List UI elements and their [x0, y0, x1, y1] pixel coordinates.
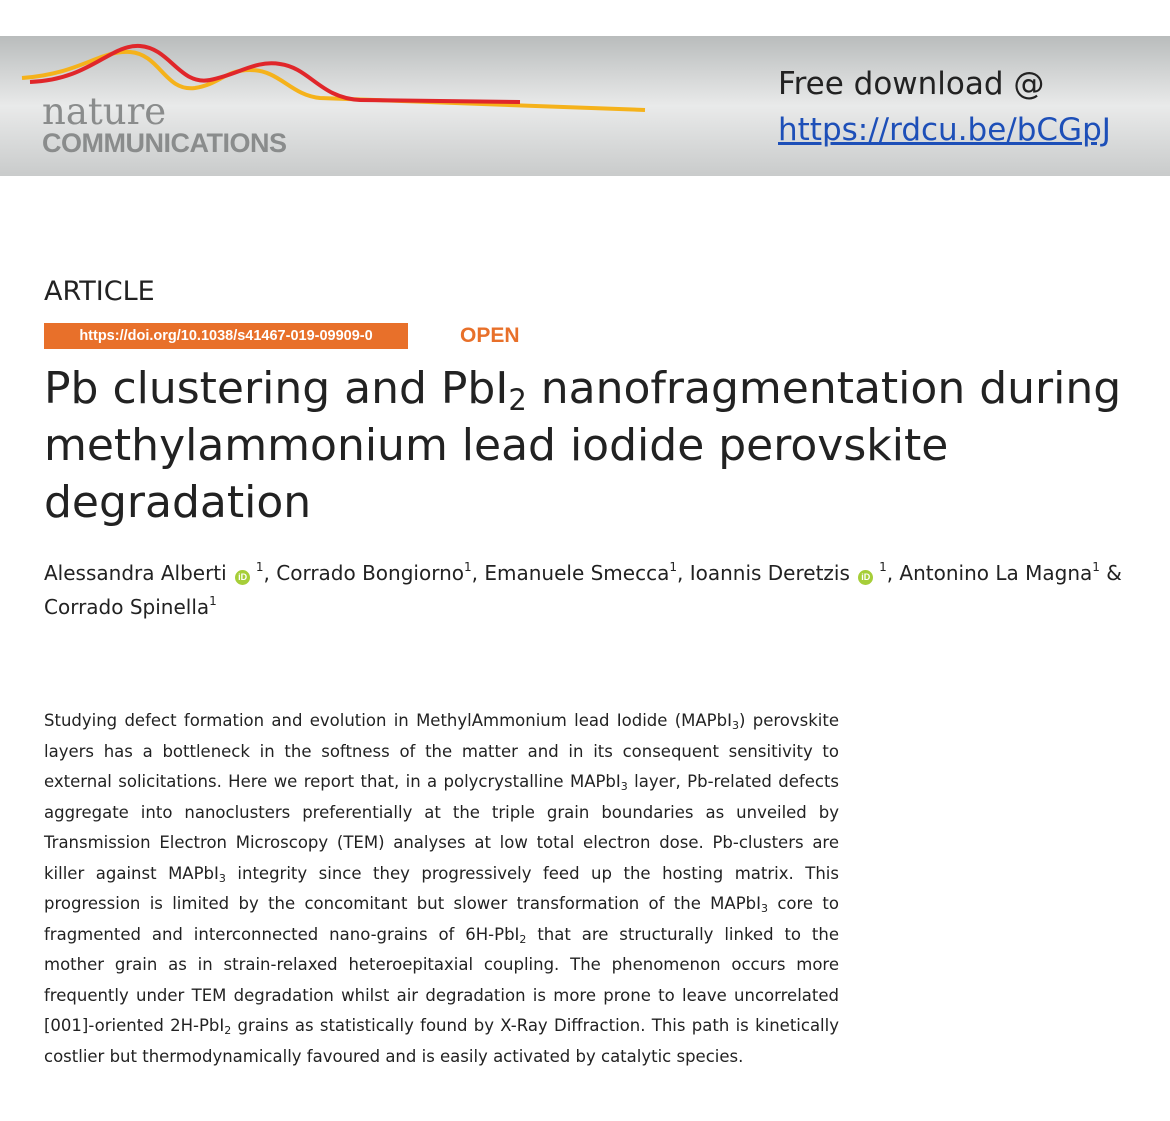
author[interactable]: [276, 561, 471, 585]
author-affiliation: 1: [1092, 560, 1100, 574]
doi-badge-link[interactable]: https://doi.org/10.1038/s41467-019-09909-0: [44, 323, 408, 349]
open-access-label: OPEN: [460, 324, 520, 347]
abstract-text: ) perovskite layers has a bottleneck in the softness of the matter and in its consequent sensitivity to external solicitations. Here we report that, in a polycrystalline MAPbI: [44, 711, 839, 791]
abstract: [44, 706, 839, 1072]
download-link[interactable]: https://rdcu.be/bCGpJ: [778, 112, 1111, 148]
journal-banner: [0, 36, 1170, 176]
author[interactable]: [690, 561, 887, 585]
abstract-subscript: 3: [218, 871, 226, 885]
abstract-text: core to fragmented and interconnected nano-grains of 6H-PbI: [44, 894, 839, 944]
author-name: Alessandra Alberti: [44, 561, 227, 585]
author-affiliation: 1: [669, 560, 677, 574]
abstract-text: integrity since they progressively feed up the hosting matrix. This progression is limited by the concomitant but slower transformation of the MAPbI: [44, 863, 839, 913]
author-list: Alessandra Alberti iD $^1$, Corrado Bongiorno$^1$, Emanuele Smecca$^1$, Ioannis Deretzis iD $^1$, Antonino La Magna$^1$ & Corrado Spinella$^1$: [44, 560, 1122, 619]
logo-nature-text: nature: [42, 90, 167, 133]
author-name: Ioannis Deretzis: [689, 561, 850, 585]
author-affiliation: 1: [464, 560, 472, 574]
orcid-icon[interactable]: iD: [858, 570, 873, 585]
author-name: Emanuele Smecca: [484, 561, 670, 585]
abstract-subscript: 2: [519, 932, 527, 946]
author[interactable]: [44, 561, 264, 585]
article-type-label: ARTICLE: [44, 276, 155, 307]
abstract-subscript: 2: [224, 1024, 232, 1037]
author-name: Corrado Spinella: [44, 595, 210, 619]
author[interactable]: [899, 561, 1099, 585]
title-part-2: nanofragmentation during methylammonium lead iodide perovskite degradation: [44, 363, 1122, 528]
abstract-text: that are structurally linked to the mother grain as in strain-relaxed heteroepitaxial coupling. The phenomenon occurs more frequently under TEM degradation whilst air degradation is more prone to leave uncorrelated [001]-oriented 2H-PbI: [44, 924, 839, 1035]
author-affiliation: 1: [252, 560, 264, 574]
author-affiliation: 1: [875, 560, 887, 574]
abstract-text: Studying defect formation and evolution in MethylAmmonium lead Iodide (MAPbI: [44, 711, 732, 730]
logo-communications-text: COMMUNICATIONS: [42, 128, 287, 158]
abstract-subscript: 3: [620, 780, 628, 793]
free-download-label: Free download @: [778, 66, 1045, 102]
author[interactable]: [484, 561, 677, 585]
article-title: [44, 360, 1144, 531]
abstract-subscript: 3: [761, 902, 768, 915]
author-name: Antonino La Magna: [899, 561, 1093, 585]
abstract-text: layer, Pb-related defects aggregate into nanoclusters preferentially at the triple grain boundaries as unveiled by Transmission Electron Microscopy (TEM) analyses at low total electron dose. Pb-clusters are killer against MAPbI: [44, 772, 840, 883]
abstract-text: grains as statistically found by X-Ray Diffraction. This path is kinetically costlier but thermodynamically favoured and is easily activated by catalytic species.: [44, 1016, 839, 1066]
author-name: Corrado Bongiorno: [276, 561, 464, 585]
orcid-icon[interactable]: iD: [235, 570, 250, 585]
title-subscript: 2: [508, 383, 527, 417]
author[interactable]: [44, 595, 217, 619]
title-part-1: Pb clustering and PbI: [44, 363, 509, 414]
author-affiliation: 1: [209, 594, 217, 608]
abstract-subscript: 3: [731, 719, 739, 732]
